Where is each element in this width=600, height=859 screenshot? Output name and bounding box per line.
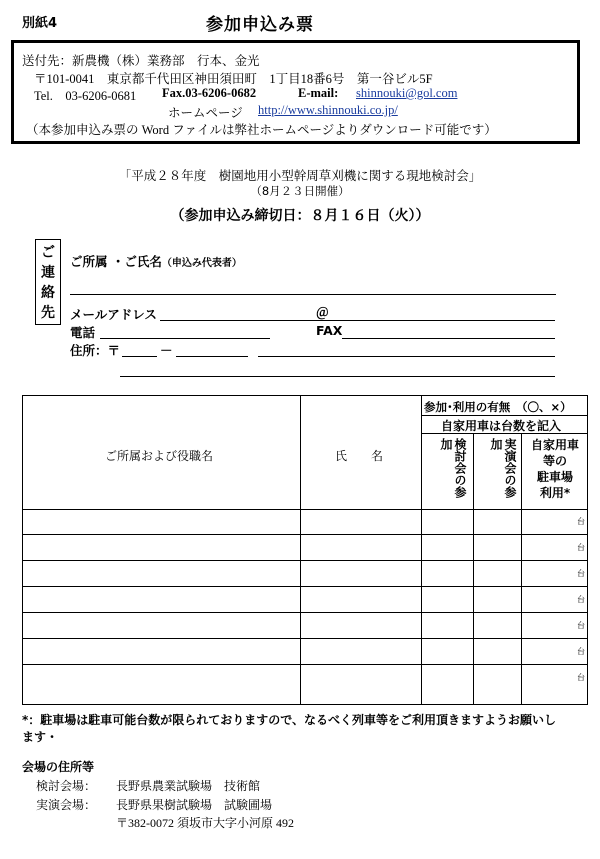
demo-venue-label: 実演会場： <box>36 798 97 812</box>
study-venue-label: 検討会場： <box>36 779 97 793</box>
participant-table <box>22 395 588 705</box>
col-affiliation-header: ご所属および役職名 <box>105 449 214 463</box>
affiliation-label-text: ご所属 ・ご氏名 <box>70 254 162 269</box>
meeting-title: 「平成２８年度 樹園地用小型幹周草刈機に関する現地検討会」 <box>118 168 482 183</box>
header-divider <box>421 415 587 416</box>
postal-code-line-1[interactable] <box>122 356 157 357</box>
affiliation-label <box>70 252 242 270</box>
unit-label: 台 <box>577 517 585 526</box>
recipient-line: 送付先：新農機（株）業務部 行本、金光 <box>22 54 260 68</box>
vertical-char: 先 <box>41 305 55 321</box>
row-divider <box>23 664 587 665</box>
row-divider <box>23 534 587 535</box>
deadline: （参加申込み締切日：８月１６日（火）） <box>170 208 430 224</box>
parking-header-line: 自家用車 <box>530 438 579 452</box>
download-note: （本参加申込み票の Word ファイルは弊社ホームページよりダウンロード可能です） <box>26 123 497 137</box>
address-line-2[interactable] <box>120 376 555 377</box>
row-divider <box>23 612 587 613</box>
vertical-char: 絡 <box>41 285 55 301</box>
parking-footnote: *：駐車場は駐車可能台数が限られておりますので、なるべく列車等をご利用頂きますようお願いします・ <box>22 713 557 744</box>
phone-field-label: 電話 <box>70 325 96 340</box>
study-venue-place: 長野県農業試験場 技術館 <box>116 779 261 793</box>
row-divider <box>23 560 587 561</box>
col-demo-header: 実演会の参加 <box>489 438 517 498</box>
unit-label: 台 <box>577 569 585 578</box>
col-name-header: 氏 名 <box>335 449 384 463</box>
homepage-link[interactable]: http://www.shinnouki.co.jp/ <box>258 103 398 117</box>
demo-venue-place: 長野県果樹試験場 試験圃場 <box>116 798 273 812</box>
tel-text: Tel. 03-6206-0681 <box>34 89 137 103</box>
col-study-header: 検討会の参加 <box>439 438 467 498</box>
contact-box <box>11 40 580 144</box>
email-field-label: メールアドレス <box>70 307 157 322</box>
postal-code-line-2[interactable] <box>176 356 248 357</box>
meeting-date: （8月２３日開催） <box>250 184 350 198</box>
col-divider <box>300 396 301 704</box>
affiliation-line[interactable] <box>70 294 556 295</box>
document-title: 参加申込み票 <box>206 15 314 35</box>
email-label: E-mail: <box>298 86 339 100</box>
fax-field-line[interactable] <box>342 338 555 339</box>
unit-label: 台 <box>577 647 585 656</box>
fax-text: Fax.03-6206-0682 <box>162 86 257 100</box>
venue-title: 会場の住所等 <box>22 760 95 774</box>
row-divider <box>23 638 587 639</box>
unit-label: 台 <box>577 673 585 682</box>
address-line-1[interactable] <box>258 356 555 357</box>
unit-label: 台 <box>577 595 585 604</box>
address-field-label: 住所：〒 <box>70 343 121 358</box>
appendix-label: 別紙4 <box>22 16 58 31</box>
vertical-char: ご <box>41 245 55 261</box>
row-divider <box>23 509 587 510</box>
address-line: 〒101-0041 東京都千代田区神田須田町 1丁目18番6号 第一谷ビル5F <box>34 72 433 86</box>
venue-address: 〒382-0072 須坂市大字小河原 492 <box>116 816 294 830</box>
group-header: 参加･利用の有無 （〇、×） <box>424 400 572 414</box>
affiliation-sub-text: （申込み代表者） <box>161 258 242 269</box>
parking-header-line: 利用* <box>539 486 571 500</box>
email-field-line[interactable] <box>160 320 555 321</box>
fax-field-label: FAX <box>316 323 343 338</box>
contact-vertical-label <box>35 239 61 325</box>
at-sign: ＠ <box>316 305 329 320</box>
vertical-char: 連 <box>41 265 55 281</box>
unit-label: 台 <box>577 621 585 630</box>
parking-header-line: 駐車場 <box>536 470 573 484</box>
row-divider <box>23 586 587 587</box>
parking-header-line: 等の <box>542 454 567 468</box>
col-parking-header <box>523 437 587 501</box>
email-link[interactable]: shinnouki@gol.com <box>356 86 458 100</box>
phone-field-line[interactable] <box>100 338 270 339</box>
homepage-label: ホームページ <box>168 106 243 120</box>
unit-label: 台 <box>577 543 585 552</box>
group-subheader: 自家用車は台数を記入 <box>441 419 562 433</box>
postal-dash: － <box>160 343 173 358</box>
col-divider <box>421 396 422 704</box>
